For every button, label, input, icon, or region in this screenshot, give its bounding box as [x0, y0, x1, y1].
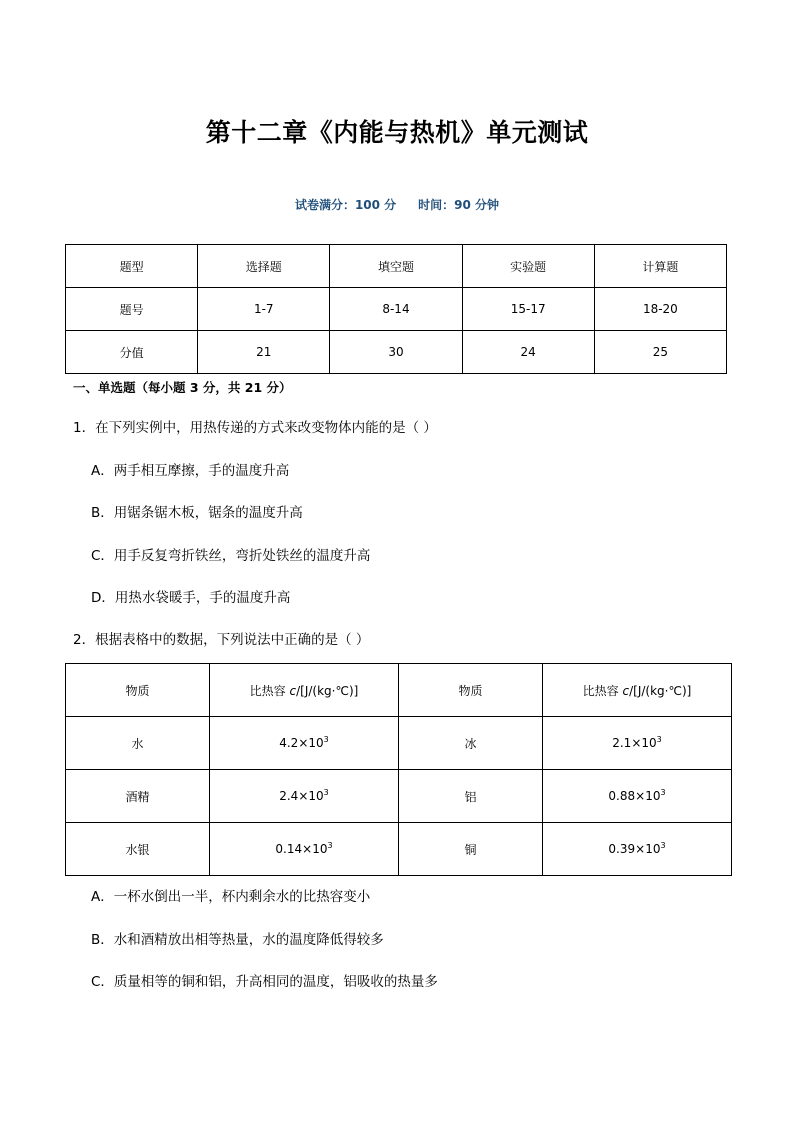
table-header-cell: 物质 [399, 664, 543, 717]
table-cell: 水 [66, 717, 210, 770]
table-header-cell: 实验题 [462, 245, 594, 288]
table-row [66, 770, 732, 823]
table-cell: 铜 [399, 823, 543, 876]
table-row [66, 288, 727, 331]
table-header-cell: 题型 [66, 245, 198, 288]
question-2-option-c: C．质量相等的铜和铝，升高相同的温度，铝吸收的热量多 [91, 974, 438, 990]
table-row [66, 823, 732, 876]
table-cell: 水银 [66, 823, 210, 876]
table-cell: 21 [198, 331, 330, 374]
table-cell: 24 [462, 331, 594, 374]
specific-heat-table [65, 663, 732, 876]
exam-info [0, 196, 794, 213]
full-score-label: 试卷满分：100 分 [294, 198, 397, 212]
table-cell: $0.14\times 10^3$ [210, 823, 399, 876]
table-row [66, 331, 727, 374]
question-2-stem: 2．根据表格中的数据，下列说法中正确的是（ ） [73, 632, 370, 648]
table-cell: $2.4\times 10^3$ [210, 770, 399, 823]
table-header-cell: 计算题 [594, 245, 726, 288]
table-cell: 15-17 [462, 288, 594, 331]
table-header-cell: 选择题 [198, 245, 330, 288]
table-cell: 分值 [66, 331, 198, 374]
table-header-cell: 物质 [66, 664, 210, 717]
table-cell: 1-7 [198, 288, 330, 331]
table-row [66, 664, 732, 717]
question-1-option-a: A．两手相互摩擦，手的温度升高 [91, 463, 290, 479]
table-cell: $2.1\times 10^3$ [543, 717, 732, 770]
table-header-cell: 填空题 [330, 245, 462, 288]
table-header-cell: 比热容 c/[J/(kg·℃)] [543, 664, 732, 717]
question-1-option-b: B．用锯条锯木板，锯条的温度升高 [91, 505, 303, 521]
question-1-option-d: D．用热水袋暖手，手的温度升高 [91, 590, 291, 606]
table-row [66, 717, 732, 770]
table-header-cell: 比热容 c/[J/(kg·℃)] [210, 664, 399, 717]
table-cell: 30 [330, 331, 462, 374]
table-cell: 18-20 [594, 288, 726, 331]
question-2-option-a: A．一杯水倒出一半，杯内剩余水的比热容变小 [91, 889, 371, 905]
table-cell: 25 [594, 331, 726, 374]
table-cell: 8-14 [330, 288, 462, 331]
page-title: 第十二章《内能与热机》单元测试 [205, 118, 589, 147]
question-1-option-c: C．用手反复弯折铁丝，弯折处铁丝的温度升高 [91, 548, 371, 564]
question-1-stem: 1．在下列实例中，用热传递的方式来改变物体内能的是（ ） [73, 420, 437, 436]
table-cell: 铝 [399, 770, 543, 823]
table-cell: $0.39\times 10^3$ [543, 823, 732, 876]
score-table [65, 244, 727, 374]
table-cell: 题号 [66, 288, 198, 331]
table-cell: 冰 [399, 717, 543, 770]
table-cell: $0.88\times 10^3$ [543, 770, 732, 823]
time-label: 时间：90 分钟 [418, 198, 500, 212]
table-row [66, 245, 727, 288]
section-heading: 一、单选题（每小题 3 分，共 21 分） [73, 380, 292, 395]
table-cell: $4.2\times 10^3$ [210, 717, 399, 770]
table-cell: 酒精 [66, 770, 210, 823]
question-2-option-b: B．水和酒精放出相等热量，水的温度降低得较多 [91, 932, 384, 948]
